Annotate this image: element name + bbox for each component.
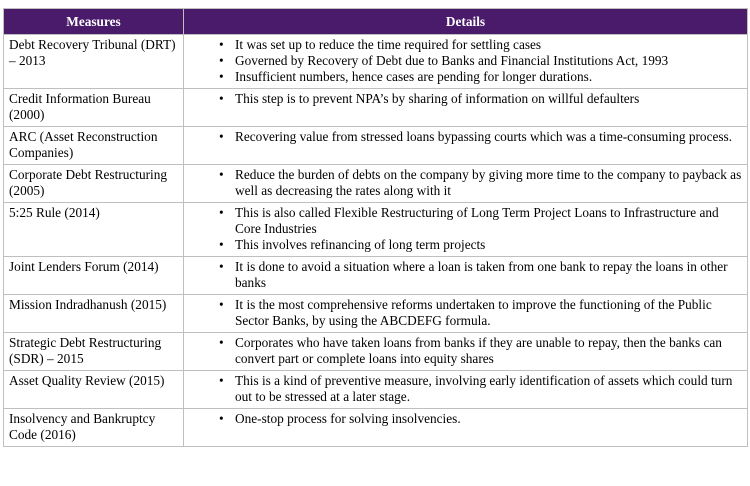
bullet-icon: • <box>219 37 224 52</box>
list-item <box>189 167 743 199</box>
details-list <box>189 411 743 427</box>
detail-text: One-stop process for solving insolvencies. <box>235 411 461 426</box>
measure-cell: Mission Indradhanush (2015) <box>4 295 184 333</box>
details-cell <box>184 165 748 203</box>
list-item <box>189 411 743 427</box>
measure-cell: Asset Quality Review (2015) <box>4 371 184 409</box>
detail-text: Reduce the burden of debts on the company by giving more time to the company to payback as well as decreasing the rates along with it <box>235 167 742 198</box>
bullet-icon: • <box>219 129 224 144</box>
measure-cell: Joint Lenders Forum (2014) <box>4 257 184 295</box>
bullet-icon: • <box>219 53 224 68</box>
table-row <box>4 371 748 409</box>
list-item <box>189 373 743 405</box>
detail-text: This step is to prevent NPA’s by sharing of information on willful defaulters <box>235 91 640 106</box>
list-item <box>189 297 743 329</box>
list-item <box>189 69 743 85</box>
detail-text: Corporates who have taken loans from banks if they are unable to repay, then the banks can convert part or complete loans into equity shares <box>235 335 722 366</box>
details-cell <box>184 409 748 447</box>
table-row <box>4 203 748 257</box>
details-list <box>189 167 743 199</box>
table-row <box>4 295 748 333</box>
table-row <box>4 127 748 165</box>
list-item <box>189 237 743 253</box>
header-row <box>4 9 748 35</box>
table-row <box>4 409 748 447</box>
details-cell <box>184 203 748 257</box>
table-body <box>4 35 748 447</box>
details-list <box>189 37 743 85</box>
measures-table <box>3 8 748 447</box>
measure-cell: 5:25 Rule (2014) <box>4 203 184 257</box>
measure-cell: Credit Information Bureau (2000) <box>4 89 184 127</box>
detail-text: Recovering value from stressed loans bypassing courts which was a time-consuming process. <box>235 129 733 144</box>
details-list <box>189 129 743 145</box>
measure-cell: Strategic Debt Restructuring (SDR) – 2015 <box>4 333 184 371</box>
measure-cell: ARC (Asset Reconstruction Companies) <box>4 127 184 165</box>
details-cell <box>184 89 748 127</box>
details-cell <box>184 257 748 295</box>
bullet-icon: • <box>219 205 224 220</box>
details-cell <box>184 127 748 165</box>
detail-text: Insufficient numbers, hence cases are pending for longer durations. <box>235 69 593 84</box>
bullet-icon: • <box>219 91 224 106</box>
bullet-icon: • <box>219 373 224 388</box>
detail-text: This involves refinancing of long term projects <box>235 237 486 252</box>
header-measures: Measures <box>4 9 184 35</box>
detail-text: It is done to avoid a situation where a loan is taken from one bank to repay the loans in other banks <box>235 259 728 290</box>
details-list <box>189 373 743 405</box>
list-item <box>189 205 743 237</box>
list-item <box>189 37 743 53</box>
bullet-icon: • <box>219 167 224 182</box>
measure-cell: Debt Recovery Tribunal (DRT) – 2013 <box>4 35 184 89</box>
details-cell <box>184 333 748 371</box>
bullet-icon: • <box>219 411 224 426</box>
details-list <box>189 91 743 107</box>
detail-text: This is a kind of preventive measure, involving early identification of assets which could turn out to be stressed at a later stage. <box>235 373 733 404</box>
table-row <box>4 165 748 203</box>
details-cell <box>184 295 748 333</box>
table-row <box>4 89 748 127</box>
header-details: Details <box>184 9 748 35</box>
list-item <box>189 91 743 107</box>
details-list <box>189 297 743 329</box>
measure-cell: Insolvency and Bankruptcy Code (2016) <box>4 409 184 447</box>
bullet-icon: • <box>219 297 224 312</box>
details-list <box>189 335 743 367</box>
detail-text: This is also called Flexible Restructuring of Long Term Project Loans to Infrastructure and Core Industries <box>235 205 719 236</box>
details-list <box>189 205 743 253</box>
measure-cell: Corporate Debt Restructuring (2005) <box>4 165 184 203</box>
table-row <box>4 333 748 371</box>
table-row <box>4 35 748 89</box>
bullet-icon: • <box>219 237 224 252</box>
detail-text: It was set up to reduce the time required for settling cases <box>235 37 542 52</box>
list-item <box>189 53 743 69</box>
details-cell <box>184 371 748 409</box>
detail-text: Governed by Recovery of Debt due to Banks and Financial Institutions Act, 1993 <box>235 53 669 68</box>
list-item <box>189 129 743 145</box>
list-item <box>189 259 743 291</box>
bullet-icon: • <box>219 259 224 274</box>
bullet-icon: • <box>219 335 224 350</box>
table-row <box>4 257 748 295</box>
list-item <box>189 335 743 367</box>
details-cell <box>184 35 748 89</box>
detail-text: It is the most comprehensive reforms undertaken to improve the functioning of the Public Sector Banks, by using the ABCDEFG formula. <box>235 297 712 328</box>
bullet-icon: • <box>219 69 224 84</box>
details-list <box>189 259 743 291</box>
